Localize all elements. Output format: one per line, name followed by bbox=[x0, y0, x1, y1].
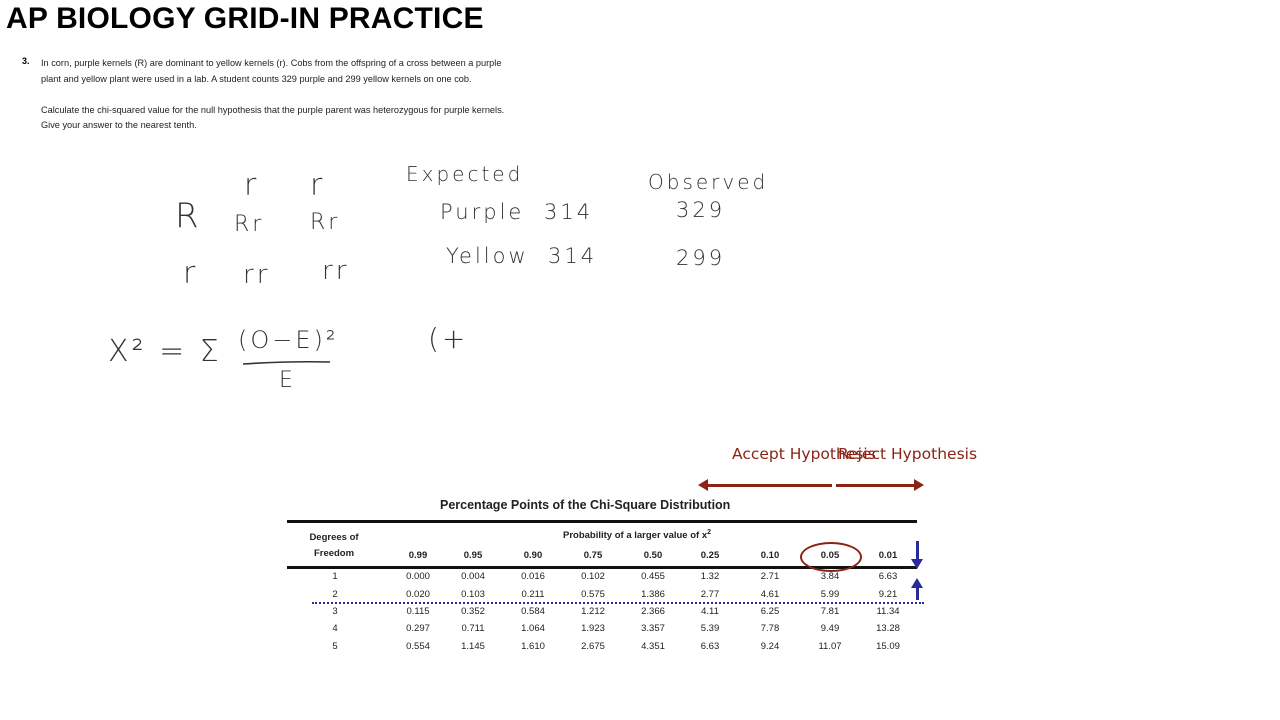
probability-header-sup: 2 bbox=[707, 529, 712, 536]
column-header-0_50: 0.50 bbox=[643, 550, 663, 561]
table-cell: 6.25 bbox=[760, 606, 780, 617]
table-cell: 2.366 bbox=[641, 606, 665, 617]
table-cell: 1.145 bbox=[461, 641, 485, 652]
table-cell: 11.07 bbox=[818, 641, 842, 652]
df-divider-dotted bbox=[312, 602, 924, 604]
table-cell: 2.71 bbox=[760, 571, 780, 582]
accept-hypothesis-label: Accept Hypothesis bbox=[732, 445, 876, 463]
table-cell: 9.24 bbox=[760, 641, 780, 652]
punnett-top-allele-2: r bbox=[310, 168, 326, 203]
df-cell: 3 bbox=[332, 606, 338, 617]
table-cell: 0.297 bbox=[406, 623, 430, 634]
reject-hypothesis-label: Reject Hypothesis bbox=[838, 445, 978, 463]
df-cell: 1 bbox=[332, 571, 338, 582]
table-cell: 0.455 bbox=[641, 571, 665, 582]
table-cell: 0.115 bbox=[406, 606, 430, 617]
formula-denominator: E bbox=[279, 368, 296, 393]
table-cell: 1.923 bbox=[581, 623, 605, 634]
table-cell: 9.21 bbox=[878, 589, 898, 600]
question-paragraph-1: In corn, purple kernels (R) are dominant to yellow kernels (r). Cobs from the offspring of a cross between a purple plant and yellow plant were used in a lab. A student counts 329 purple and 299 yellow kernels on one cob. bbox=[41, 58, 502, 84]
table-cell: 0.103 bbox=[461, 589, 485, 600]
column-header-0_95: 0.95 bbox=[463, 550, 483, 561]
table-cell: 1.064 bbox=[521, 623, 545, 634]
table-cell: 6.63 bbox=[700, 641, 720, 652]
punnett-left-allele-2: r bbox=[183, 256, 199, 291]
probability-header bbox=[563, 529, 711, 541]
table-cell: 2.675 bbox=[581, 641, 605, 652]
row-observed-yellow: 299 bbox=[676, 246, 726, 270]
table-cell: 9.49 bbox=[820, 623, 840, 634]
alpha-005-circle bbox=[800, 542, 862, 572]
table-cell: 1.386 bbox=[641, 589, 665, 600]
punnett-cell-21: rr bbox=[243, 260, 271, 290]
formula-lhs: X² = Σ bbox=[108, 334, 222, 369]
row-expected-yellow: 314 bbox=[548, 244, 598, 268]
punnett-top-allele-1: r bbox=[244, 168, 260, 203]
question-paragraph-2: Calculate the chi-squared value for the null hypothesis that the purple parent was heterozygous for purple kernels. Give your answer to the nearest tenth. bbox=[41, 104, 505, 131]
dof-header: Degrees of Freedom bbox=[309, 532, 359, 559]
table-cell: 0.102 bbox=[581, 571, 605, 582]
column-header-0_01: 0.01 bbox=[878, 550, 898, 561]
table-title: Percentage Points of the Chi-Square Distribution bbox=[440, 498, 731, 512]
df-cell: 5 bbox=[332, 641, 338, 652]
table-cell: 2.77 bbox=[700, 589, 720, 600]
column-header-0_99: 0.99 bbox=[408, 550, 428, 561]
observed-header: Observed bbox=[648, 170, 769, 194]
table-cell: 0.211 bbox=[521, 589, 545, 600]
punnett-cell-22: rr bbox=[322, 256, 350, 286]
accept-arrow bbox=[706, 484, 832, 487]
formula-partial-work: (+ bbox=[428, 322, 469, 355]
table-cell: 5.99 bbox=[820, 589, 840, 600]
table-cell: 0.554 bbox=[406, 641, 430, 652]
table-cell: 0.575 bbox=[581, 589, 605, 600]
table-cell: 4.61 bbox=[760, 589, 780, 600]
table-cell: 1.32 bbox=[700, 571, 720, 582]
row-expected-purple: 314 bbox=[544, 200, 594, 224]
punnett-cell-11: Rr bbox=[234, 212, 265, 237]
punnett-cell-12: Rr bbox=[310, 210, 341, 235]
table-cell: 5.39 bbox=[700, 623, 720, 634]
table-cell: 7.81 bbox=[820, 606, 840, 617]
table-cell: 4.351 bbox=[641, 641, 665, 652]
blue-down-arrow-head bbox=[911, 559, 923, 569]
table-cell: 11.34 bbox=[876, 606, 900, 617]
table-cell: 0.352 bbox=[461, 606, 485, 617]
table-cell: 7.78 bbox=[760, 623, 780, 634]
blue-up-arrow bbox=[916, 586, 919, 600]
punnett-left-allele-1: R bbox=[175, 196, 202, 236]
table-cell: 3.84 bbox=[820, 571, 840, 582]
question-number: 3. bbox=[22, 56, 30, 66]
table-cell: 0.020 bbox=[406, 589, 430, 600]
reject-arrow-head bbox=[914, 479, 924, 491]
table-cell: 0.584 bbox=[521, 606, 545, 617]
formula-numerator: (O−E)² bbox=[238, 326, 339, 354]
column-header-0_10: 0.10 bbox=[760, 550, 780, 561]
column-header-0_25: 0.25 bbox=[700, 550, 720, 561]
table-cell: 1.212 bbox=[581, 606, 605, 617]
table-cell: 0.004 bbox=[461, 571, 485, 582]
page-title: AP BIOLOGY GRID-IN PRACTICE bbox=[6, 2, 484, 35]
column-header-0_05: 0.05 bbox=[820, 550, 840, 561]
probability-header-text: Probability of a larger value of x bbox=[563, 530, 708, 542]
df-cell: 4 bbox=[332, 623, 338, 634]
table-cell: 6.63 bbox=[878, 571, 898, 582]
table-cell: 13.28 bbox=[876, 623, 900, 634]
table-cell: 0.711 bbox=[461, 623, 485, 634]
table-cell: 4.11 bbox=[701, 606, 719, 617]
expected-header: Expected bbox=[406, 162, 524, 186]
table-top-rule bbox=[287, 520, 917, 523]
row-label-purple: Purple bbox=[440, 200, 525, 224]
blue-down-arrow bbox=[916, 541, 919, 561]
df-cell: 2 bbox=[332, 589, 338, 600]
row-label-yellow: Yellow bbox=[446, 244, 529, 268]
column-header-0_75: 0.75 bbox=[583, 550, 603, 561]
row-observed-purple: 329 bbox=[676, 198, 726, 222]
table-cell: 0.000 bbox=[406, 571, 430, 582]
column-header-0_90: 0.90 bbox=[523, 550, 543, 561]
table-cell: 1.610 bbox=[521, 641, 545, 652]
table-cell: 3.357 bbox=[641, 623, 665, 634]
table-cell: 0.016 bbox=[521, 571, 545, 582]
table-cell: 15.09 bbox=[876, 641, 900, 652]
reject-arrow bbox=[836, 484, 916, 487]
